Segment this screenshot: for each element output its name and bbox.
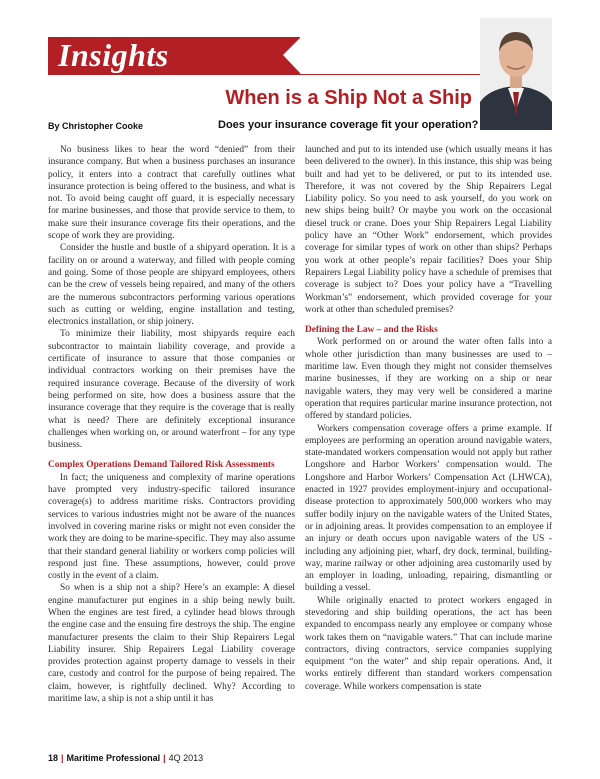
- paragraph: launched and put to its intended use (which usually means it has been delivered to the owner). In this instance, this ship was being built and had yet to be delivered, or put to its intended use. Therefore, it was not covered by the Ship Repairers Legal Liability policy. So you need to ask yourself, do you work on new ships being built? Or maybe you work on the occasional diesel truck or crane. Does your Ship Repairers Legal Liability policy have an “Other Work” endorsement, which provides coverage for similar types of work on other than ships? Perhaps you work at other people’s repair facilities? Does your Ship Repairers Legal Liability policy have a schedule of premises that coverage is subject to? Does your policy have a “Travelling Workman’s” endorsement, which provided coverage for your work at other than scheduled premises?: [305, 145, 552, 315]
- paragraph: No business likes to hear the word “denied” from their insurance company. But when a business purchases an insurance policy, it enters into a contract that carefully outlines what insurance protection is being offered to the business, and what is not. To avoid being caught off guard, it is especially necessary for marine businesses, and those that provide service to them, to make sure their insurance coverage fits their operations, and the scope of work they are providing.: [48, 145, 295, 242]
- section-label: Insights: [58, 37, 169, 73]
- paragraph: While originally enacted to protect workers engaged in stevedoring and ship building operations, the act has been expanded to encompass nearly any employee or company whose work takes them on “navigable waters.” That can include marine contractors, diving contractors, service companies supplying equipment “on the water” and ship repair operations. And, it works entirely different than standard workers compensation coverage. While workers compensation is state: [305, 595, 552, 692]
- article-headline: When is a Ship Not a Ship: [225, 87, 472, 109]
- paragraph: To minimize their liability, most shipyards require each subcontractor to maintain liability coverage, and provide a certificate of insurance to assure that those companies or individual contractors working on their premises have the required insurance coverage. Because of the diversity of work being performed on site, how does a business assure that the insurance coverage that they require is the coverage that is really what is need? There are definitely exceptional insurance challenges when working on, or around waterfront – for any type business.: [48, 329, 295, 451]
- magazine-name: Maritime Professional: [66, 753, 161, 763]
- author-photo: [480, 18, 552, 130]
- paragraph: In fact; the uniqueness and complexity of marine operations have prompted very industry-specific tailored insurance coverage(s) to address maritime risks. Contractors providing services to various industries might not be aware of the nuances involved in covering marine risks or might not even consider the work they are doing to be marine-specific. They may also assume that their standard general liability or workers comp policies will respond just fine. These assumptions, however, could prove costly in the event of a claim.: [48, 472, 295, 582]
- paragraph: Workers compensation coverage offers a prime example. If employees are performing an operation around navigable waters, state-mandated workers compensation would not apply but rather Longshore and Harbor Workers’ compensation would. The Longshore and Harbor Workers’ Compensation Act (LHWCA), enacted in 1927 provides employment-injury and occupational-disease protection to approximately 500,000 workers who may suffer bodily injury on the navigable waters of the United States, or in adjoining areas. It provides compensation to an employee if an injury or death occurs upon navigable waters of the US - including any adjoining pier, wharf, dry dock, terminal, building-way, marine railway or other adjoining area customarily used by an employer in loading, unloading, repairing, dismantling or building a vessel.: [305, 423, 552, 594]
- subheading: Defining the Law – and the Risks: [305, 325, 438, 336]
- issue-date: 4Q 2013: [168, 753, 204, 763]
- paragraph: Work performed on or around the water often falls into a whole other jurisdiction than many businesses are used to – maritime law. Even though they might not consider themselves marine businesses, if they are working on a ship or near navigable waters, they may very well be considered a marine operation that requires particular marine insurance protection, not offered by standard policies.: [305, 337, 552, 422]
- paragraph: So when is a ship not a ship? Here’s an example: A diesel engine manufacturer put engines in a ship being newly built. When the engines are test fired, a cylinder head blows through the engine case and the ensuing fire destroys the ship. The engine manufacturer presents the claim to their Ship Repairers Legal Liability insurer. Ship Repairers Legal Liability coverage provides protection against property damage to vessels in their care, custody and control for the purpose of being repaired. The claim, however, is rightfully declined. Why? According to maritime law, a ship is not a ship until it has: [48, 583, 295, 705]
- footer-separator: |: [163, 753, 166, 763]
- footer-separator: |: [61, 753, 64, 763]
- page-footer: [48, 752, 203, 764]
- paragraph: Consider the hustle and bustle of a shipyard operation. It is a facility on or around a waterway, and filled with people coming and going. Some of those people are shipyard employees, others can be the crew of vessels being repaired, and many of the others are the numerous subcontractors performing various operations such as cutting or welding, engine installation and testing, electronics installation, or ship joinery.: [48, 243, 295, 328]
- subheading: Complex Operations Demand Tailored Risk Assessments: [48, 460, 275, 471]
- article-deck: Does your insurance coverage fit your operation?: [218, 119, 479, 131]
- article-column-2: [305, 144, 552, 693]
- section-banner: [48, 37, 300, 74]
- banner-notch: [283, 37, 300, 74]
- byline: By Christopher Cooke: [48, 121, 144, 131]
- header-rule: [48, 74, 480, 75]
- article-column-1: [48, 144, 295, 705]
- page-number: 18: [48, 753, 59, 763]
- author-portrait-icon: [480, 18, 552, 130]
